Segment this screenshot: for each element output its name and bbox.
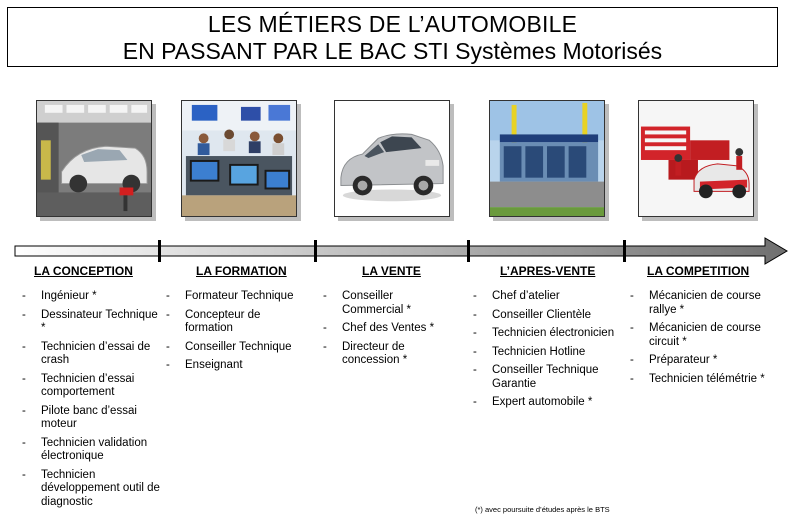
list-item: - Mécanicien de course circuit * bbox=[630, 322, 790, 349]
list-item: - Conseiller Technique Garantie bbox=[473, 364, 633, 391]
timeline-arrow bbox=[0, 234, 800, 268]
list-item: - Technicien développement outil de diagnostic bbox=[22, 469, 160, 510]
section-title-conception: LA CONCEPTION bbox=[34, 264, 133, 278]
list-item: - Dessinateur Technique * bbox=[22, 309, 160, 336]
photo-rally-workshop bbox=[638, 100, 754, 217]
timeline-divider bbox=[158, 240, 161, 262]
section-title-competition: LA COMPETITION bbox=[647, 264, 750, 278]
timeline-divider bbox=[314, 240, 317, 262]
page-subtitle: EN PASSANT PAR LE BAC STI Systèmes Motorisés bbox=[122, 38, 663, 64]
footnote: (*) avec poursuite d’études après le BTS bbox=[475, 505, 610, 514]
list-item: - Formateur Technique bbox=[166, 290, 311, 304]
list-item: - Technicien télémétrie * bbox=[630, 373, 790, 387]
photo-car bbox=[334, 100, 450, 217]
list-conception bbox=[22, 290, 160, 514]
list-apres-vente bbox=[473, 290, 633, 415]
section-title-vente: LA VENTE bbox=[362, 264, 421, 278]
list-item: - Technicien validation électronique bbox=[22, 437, 160, 464]
list-item: - Technicien Hotline bbox=[473, 346, 633, 360]
list-item: - Enseignant bbox=[166, 359, 311, 373]
list-item: - Ingénieur * bbox=[22, 290, 160, 304]
timeline-divider bbox=[467, 240, 470, 262]
page-title: LES MÉTIERS DE L’AUTOMOBILE bbox=[207, 11, 578, 37]
list-item: - Conseiller Commercial * bbox=[323, 290, 448, 317]
list-item: - Conseiller Clientèle bbox=[473, 309, 633, 323]
section-title-apres-vente: L’APRES-VENTE bbox=[500, 264, 596, 278]
list-competition bbox=[630, 290, 790, 391]
list-item: - Conseiller Technique bbox=[166, 341, 311, 355]
list-item: - Technicien électronicien bbox=[473, 327, 633, 341]
photo-classroom bbox=[181, 100, 297, 217]
list-item: - Directeur de concession * bbox=[323, 341, 448, 368]
section-title-formation: LA FORMATION bbox=[196, 264, 287, 278]
list-item: - Mécanicien de course rallye * bbox=[630, 290, 790, 317]
photo-crash-test bbox=[36, 100, 152, 217]
list-formation bbox=[166, 290, 311, 378]
list-item: - Concepteur de formation bbox=[166, 309, 311, 336]
list-item: - Préparateur * bbox=[630, 354, 790, 368]
list-item: - Pilote banc d’essai moteur bbox=[22, 405, 160, 432]
list-item: - Expert automobile * bbox=[473, 396, 633, 410]
title-box bbox=[7, 7, 778, 67]
list-item: - Technicien d’essai de crash bbox=[22, 341, 160, 368]
list-item: - Chef des Ventes * bbox=[323, 322, 448, 336]
list-item: - Chef d’atelier bbox=[473, 290, 633, 304]
photo-dealership bbox=[489, 100, 605, 217]
timeline-divider bbox=[623, 240, 626, 262]
list-vente bbox=[323, 290, 448, 373]
list-item: - Technicien d’essai comportement bbox=[22, 373, 160, 400]
